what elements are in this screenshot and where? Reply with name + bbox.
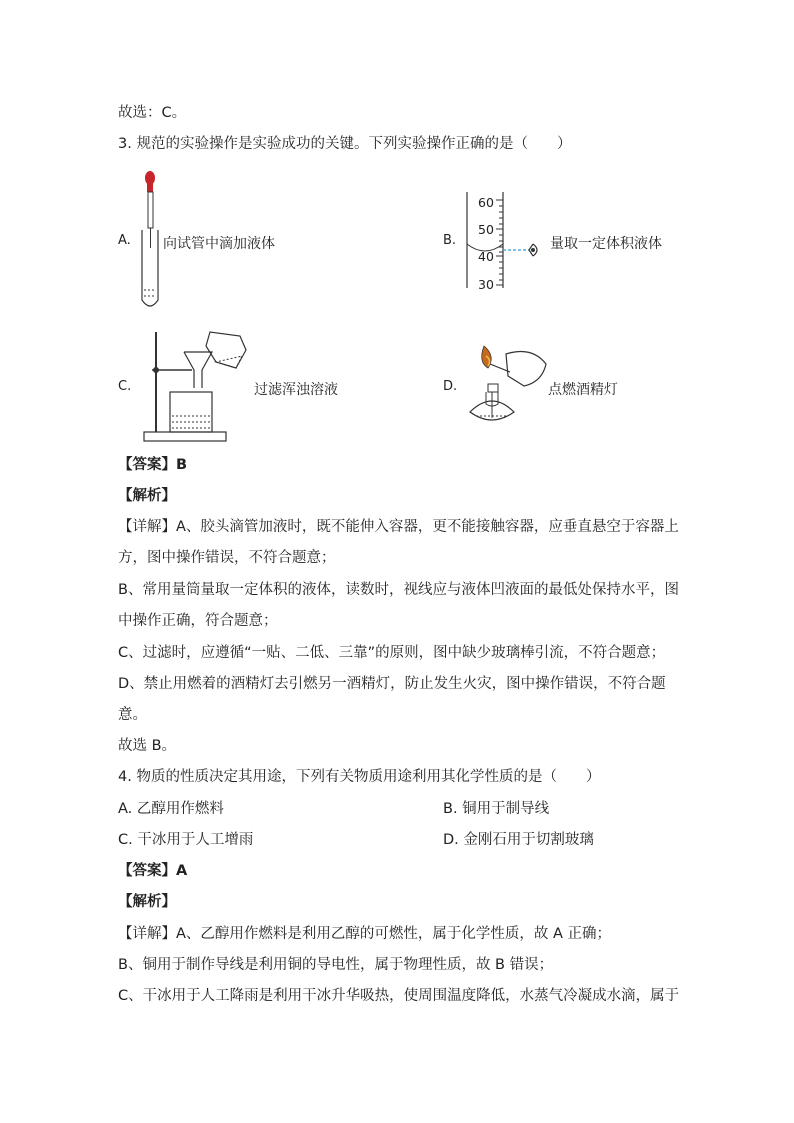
option-c-letter: C. (118, 379, 132, 394)
option-d-letter: D. (443, 379, 458, 394)
text-line: 【详解】A、胶头滴管加液时，既不能伸入容器，更不能接触容器，应垂直悬空于容器上 (118, 519, 679, 535)
tick-label-50: 50 (478, 222, 494, 237)
tick-label-40: 40 (478, 249, 494, 264)
option-b-letter: B. (443, 233, 457, 248)
graduated-cylinder-figure (463, 192, 553, 290)
question-3-stem: 3. 规范的实验操作是实验成功的关键。下列实验操作正确的是（ ） (118, 136, 572, 152)
answer-label: 【答案】A (118, 863, 188, 879)
text-line: 故选 B。 (118, 738, 177, 754)
alcohol-lamp-figure (462, 342, 552, 432)
text-line: 中操作正确，符合题意； (118, 613, 278, 629)
option-d-caption: 点燃酒精灯 (548, 382, 618, 398)
tick-label-30: 30 (478, 277, 494, 292)
text-line: C、过滤时，应遵循“一贴、二低、三靠”的原则，图中缺少玻璃棒引流，不符合题意； (118, 645, 666, 661)
question-4-stem: 4. 物质的性质决定其用途，下列有关物质用途利用其化学性质的是（ ） (118, 769, 601, 785)
answer-label: 【答案】B (118, 457, 188, 473)
text-line: 意。 (118, 707, 147, 723)
option-a: A. 乙醇用作燃料 (118, 801, 224, 817)
option-c: C. 干冰用于人工增雨 (118, 832, 254, 848)
text-line: B、常用量筒量取一定体积的液体，读数时，视线应与液体凹液面的最低处保持水平，图 (118, 582, 679, 598)
option-c-caption: 过滤浑浊溶液 (254, 382, 338, 398)
filtration-figure (140, 330, 255, 445)
analysis-label: 【解析】 (118, 488, 176, 504)
option-a-caption: 向试管中滴加液体 (163, 236, 275, 252)
text-line: 【详解】A、乙醇用作燃料是利用乙醇的可燃性，属于化学性质，故 A 正确； (118, 926, 612, 942)
option-b-caption: 量取一定体积液体 (550, 236, 662, 252)
tick-label-60: 60 (478, 195, 494, 210)
text-line: C、干冰用于人工降雨是利用干冰升华吸热，使周围温度降低，水蒸气冷凝成水滴，属于 (118, 988, 680, 1004)
option-a-letter: A. (118, 233, 131, 248)
text-line: B、铜用于制作导线是利用铜的导电性，属于物理性质，故 B 错误； (118, 957, 554, 973)
analysis-label: 【解析】 (118, 894, 176, 910)
text-line: 方，图中操作错误，不符合题意； (118, 550, 336, 566)
text-line: D、禁止用燃着的酒精灯去引燃另一酒精灯，防止发生火灾，图中操作错误，不符合题 (118, 676, 666, 692)
text-line: 故选：C。 (118, 105, 187, 121)
option-d: D. 金刚石用于切割玻璃 (443, 832, 594, 848)
option-b: B. 铜用于制导线 (443, 801, 550, 817)
